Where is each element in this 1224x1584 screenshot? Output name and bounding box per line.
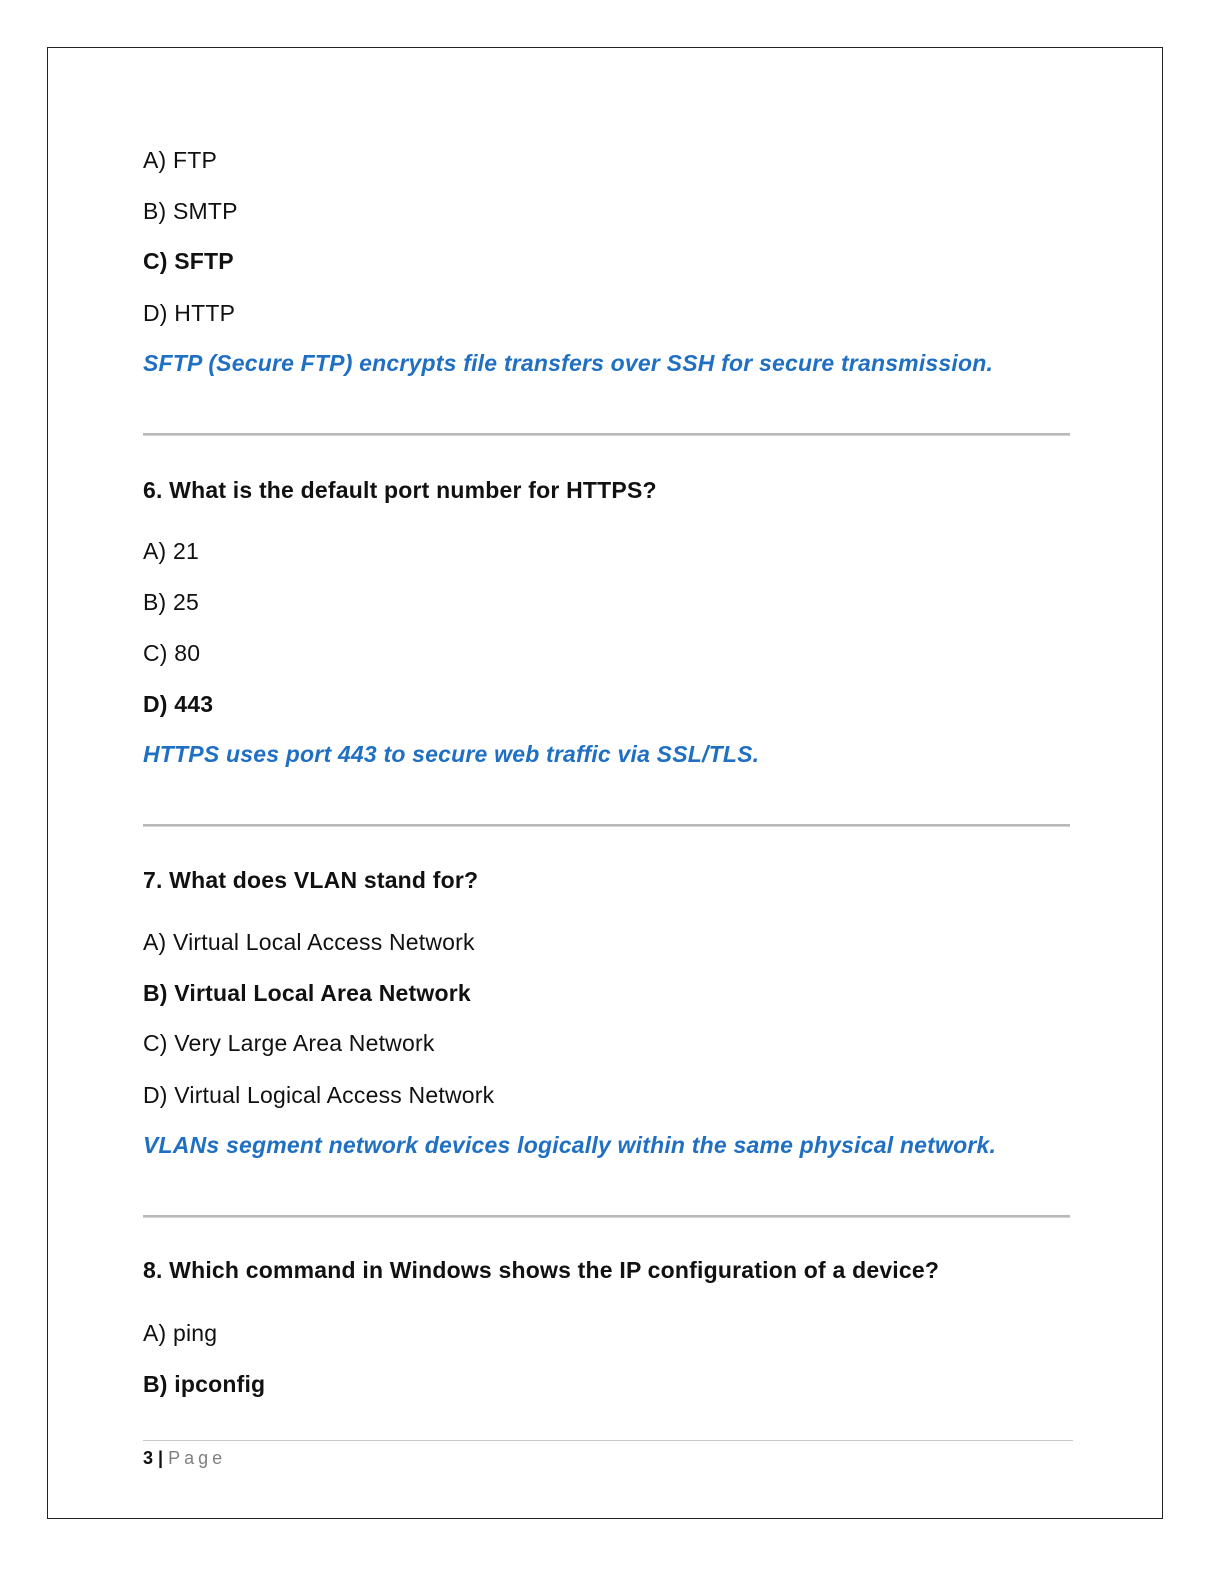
footer-rule <box>143 1440 1073 1441</box>
page-label: Page <box>168 1448 227 1468</box>
option-5b: B) SMTP <box>143 198 238 224</box>
option-7a: A) Virtual Local Access Network <box>143 929 475 955</box>
page-footer <box>143 1446 226 1470</box>
option-8b-correct: B) ipconfig <box>143 1371 266 1397</box>
option-6a: A) 21 <box>143 538 199 564</box>
question-6: 6. What is the default port number for HTTPS? <box>143 477 657 503</box>
question-7: 7. What does VLAN stand for? <box>143 867 479 893</box>
footer-separator: | <box>158 1448 164 1468</box>
explanation-6: HTTPS uses port 443 to secure web traffic via SSL/TLS. <box>143 741 760 767</box>
page-number: 3 <box>143 1448 154 1468</box>
option-5a: A) FTP <box>143 147 218 173</box>
option-6b: B) 25 <box>143 589 199 615</box>
option-7c: C) Very Large Area Network <box>143 1030 435 1056</box>
option-8a: A) ping <box>143 1320 218 1346</box>
option-7b-correct: B) Virtual Local Area Network <box>143 980 471 1006</box>
explanation-5: SFTP (Secure FTP) encrypts file transfers over SSH for secure transmission. <box>143 350 994 376</box>
option-5d: D) HTTP <box>143 300 236 326</box>
explanation-7: VLANs segment network devices logically within the same physical network. <box>143 1132 997 1158</box>
separator-line <box>143 1215 1070 1218</box>
option-5c-correct: C) SFTP <box>143 248 234 274</box>
separator-line <box>143 433 1070 436</box>
option-6d-correct: D) 443 <box>143 691 214 717</box>
separator-line <box>143 824 1070 827</box>
option-7d: D) Virtual Logical Access Network <box>143 1082 495 1108</box>
question-8: 8. Which command in Windows shows the IP configuration of a device? <box>143 1257 940 1283</box>
option-6c: C) 80 <box>143 640 201 666</box>
